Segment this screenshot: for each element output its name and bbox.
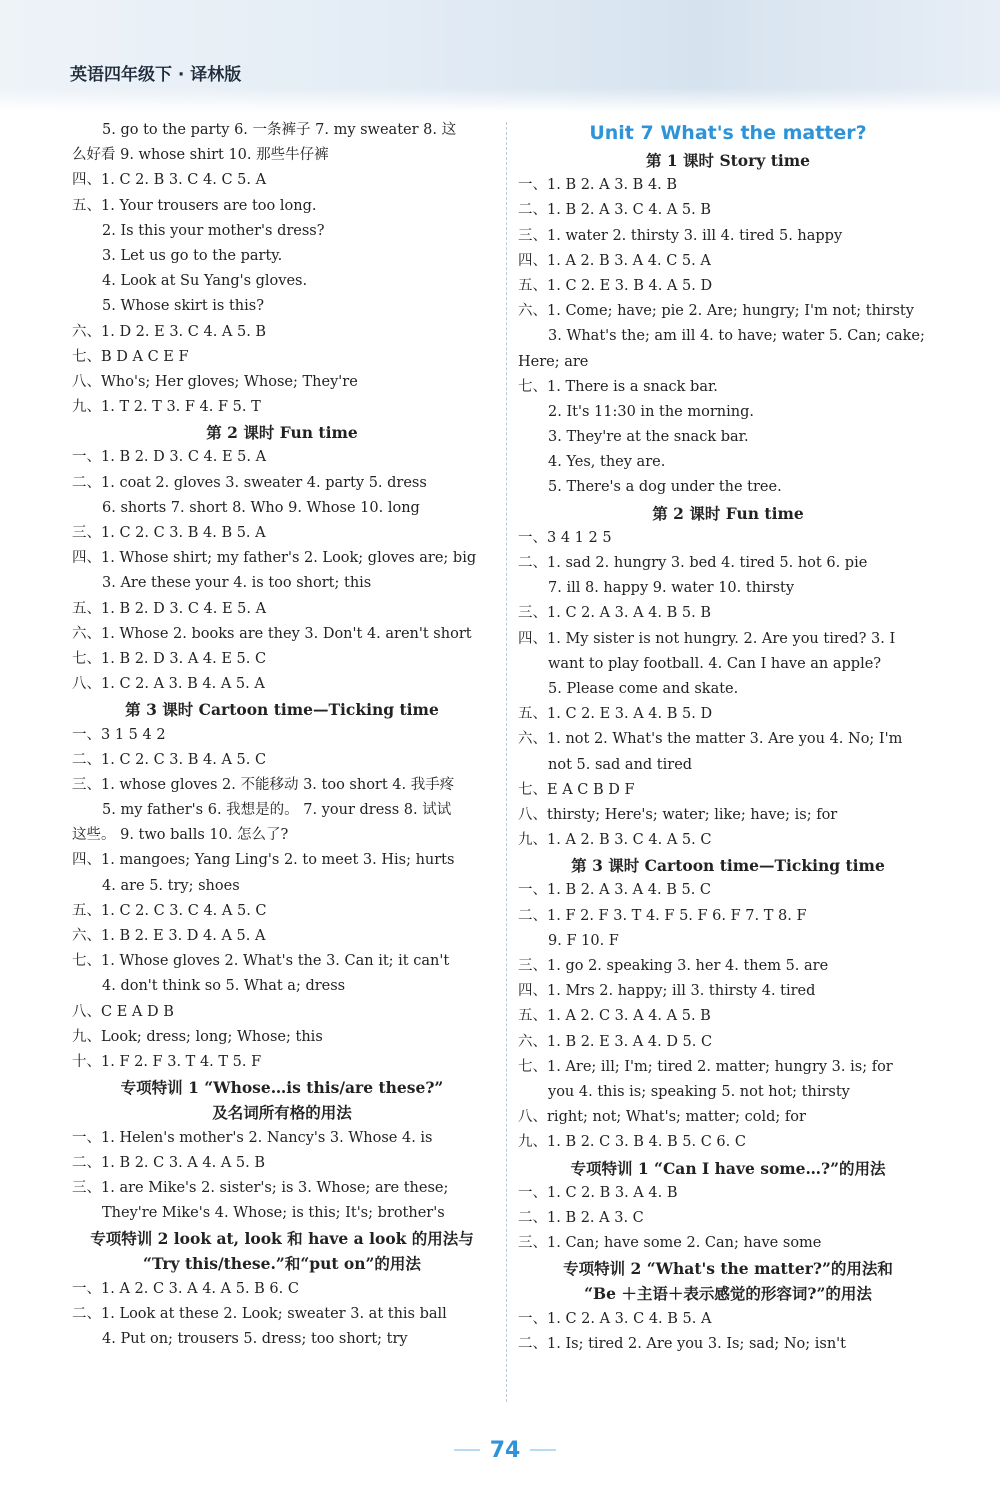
answer-line: 一、1. B 2. D 3. C 4. E 5. A: [72, 449, 267, 466]
answer-line: 6. shorts 7. short 8. Who 9. Whose 10. long: [102, 499, 420, 516]
answer-line: 五、1. C 2. C 3. C 4. A 5. C: [72, 902, 267, 919]
section-heading: 第 3 课时 Cartoon time—Ticking time: [571, 856, 885, 876]
answer-line: 三、1. go 2. speaking 3. her 4. them 5. are: [518, 958, 829, 974]
footer-dash-left: [454, 1449, 480, 1451]
answer-line: 五、1. A 2. C 3. A 4. A 5. B: [518, 1008, 711, 1025]
answer-line: 六、1. B 2. E 3. A 4. D 5. C: [518, 1033, 713, 1050]
answer-line: 一、1. C 2. A 3. C 4. B 5. A: [518, 1310, 712, 1327]
answer-line: 六、1. not 2. What's the matter 3. Are you 4. No; I'm: [518, 731, 903, 748]
answer-line: 八、Who's; Her gloves; Whose; They're: [72, 373, 358, 390]
answer-line: 四、1. A 2. B 3. A 4. C 5. A: [518, 252, 711, 269]
section-heading: “Be ＋主语＋表示感觉的形容词?”的用法: [584, 1284, 872, 1304]
answer-line: 5. go to the party 6. 一条裤子 7. my sweater 8. 这: [102, 122, 457, 138]
section-heading: 专项特训 2 “What's the matter?”的用法和: [563, 1259, 893, 1279]
right-column: [518, 118, 938, 1357]
book-title: 英语四年级下 · 译林版: [70, 65, 242, 85]
answer-line: 二、1. B 2. A 3. C: [518, 1209, 644, 1226]
column-divider: [506, 122, 507, 1402]
answer-line: 六、1. Whose 2. books are they 3. Don't 4. aren't short: [72, 625, 472, 642]
answer-line: you 4. this is; speaking 5. not hot; thirsty: [548, 1083, 850, 1100]
answer-line: 一、1. A 2. C 3. A 4. A 5. B 6. C: [72, 1280, 299, 1297]
answer-line: 5. There's a dog under the tree.: [548, 479, 782, 496]
answer-line: 二、1. F 2. F 3. T 4. F 5. F 6. F 7. T 8. F: [518, 907, 807, 924]
answer-line: 六、1. Come; have; pie 2. Are; hungry; I'm not; thirsty: [518, 303, 914, 320]
answer-line: 一、1. B 2. A 3. A 4. B 5. C: [518, 882, 712, 899]
section-heading: 专项特训 1 “Whose…is this/are these?”: [120, 1078, 444, 1098]
page-number: 74: [489, 1437, 521, 1463]
page-footer: [440, 1430, 570, 1470]
answer-line: 四、1. My sister is not hungry. 2. Are you tired? 3. I: [518, 630, 896, 647]
answer-line: 3. They're at the snack bar.: [548, 429, 749, 446]
answer-line: 七、B D A C E F: [72, 348, 189, 365]
answer-line: not 5. sad and tired: [548, 756, 693, 773]
answer-line: 七、1. Whose gloves 2. What's the 3. Can it; it can't: [72, 953, 450, 970]
answer-line: 3. What's the; am ill 4. to have; water 5. Can; cake;: [548, 328, 925, 345]
answer-line: 三、1. C 2. C 3. B 4. B 5. A: [72, 525, 266, 541]
answer-line: 九、1. A 2. B 3. C 4. A 5. C: [518, 832, 712, 849]
answer-line: 2. It's 11:30 in the morning.: [548, 403, 754, 420]
unit-title: Unit 7 What's the matter?: [589, 122, 867, 144]
answer-line: 二、1. B 2. C 3. A 4. A 5. B: [72, 1154, 266, 1171]
answer-line: 五、1. C 2. E 3. B 4. A 5. D: [518, 277, 713, 294]
answer-line: 7. ill 8. happy 9. water 10. thirsty: [548, 580, 795, 597]
answer-line: 四、1. Mrs 2. happy; ill 3. thirsty 4. tired: [518, 983, 816, 1000]
answer-line: 九、Look; dress; long; Whose; this: [72, 1028, 323, 1045]
answer-line: 一、3 4 1 2 5: [518, 529, 612, 546]
answer-line: 5. my father's 6. 我想是的。 7. your dress 8. 试试: [102, 802, 452, 819]
answer-line: 五、1. B 2. D 3. C 4. E 5. A: [72, 600, 267, 617]
section-heading: 第 2 课时 Fun time: [206, 423, 358, 443]
answer-line: 4. are 5. try; shoes: [102, 877, 240, 894]
section-heading: 专项特训 1 “Can I have some…?”的用法: [570, 1158, 886, 1178]
answer-line: 二、1. B 2. A 3. C 4. A 5. B: [518, 202, 712, 219]
answer-line: 七、1. Are; ill; I'm; tired 2. matter; hungry 3. is; for: [518, 1058, 893, 1075]
answer-line: Here; are: [518, 353, 589, 370]
answer-line: 5. Please come and skate.: [548, 680, 739, 697]
answer-line: 三、1. water 2. thirsty 3. ill 4. tired 5. happy: [518, 227, 843, 244]
section-heading: “Try this/these.”和“put on”的用法: [143, 1254, 421, 1274]
answer-line: 七、1. B 2. D 3. A 4. E 5. C: [72, 650, 267, 667]
answer-line: 八、1. C 2. A 3. B 4. A 5. A: [72, 676, 265, 693]
answer-line: 四、1. Whose shirt; my father's 2. Look; gloves are; big: [72, 550, 477, 567]
answer-line: 十、1. F 2. F 3. T 4. T 5. F: [72, 1053, 262, 1070]
answer-line: 4. don't think so 5. What a; dress: [102, 978, 346, 995]
answer-line: 4. Yes, they are.: [548, 454, 666, 471]
answer-line: 5. Whose skirt is this?: [102, 298, 264, 315]
header-band: [0, 0, 1000, 112]
answer-line: 七、1. There is a snack bar.: [518, 378, 718, 395]
answer-line: 二、1. coat 2. gloves 3. sweater 4. party 5. dress: [72, 474, 427, 491]
answer-line: 一、1. Helen's mother's 2. Nancy's 3. Whose 4. is: [72, 1129, 433, 1146]
answer-line: 三、1. whose gloves 2. 不能移动 3. too short 4. 我手疼: [72, 776, 455, 793]
answer-line: They're Mike's 4. Whose; is this; It's; brother's: [102, 1205, 445, 1222]
answer-line: 五、1. Your trousers are too long.: [72, 197, 317, 214]
answer-line: 二、1. Is; tired 2. Are you 3. Is; sad; No; isn't: [518, 1335, 846, 1352]
answer-line: 么好看 9. whose shirt 10. 那些牛仔裤: [72, 147, 329, 164]
answer-line: 一、1. B 2. A 3. B 4. B: [518, 177, 678, 194]
answer-line: 四、1. C 2. B 3. C 4. C 5. A: [72, 172, 267, 189]
answer-line: 9. F 10. F: [548, 932, 619, 949]
section-heading: 及名词所有格的用法: [212, 1103, 352, 1123]
answer-line: 七、E A C B D F: [518, 781, 635, 798]
footer-dash-right: [530, 1449, 556, 1451]
answer-line: 八、thirsty; Here's; water; like; have; is; for: [518, 806, 838, 823]
answer-line: 四、1. mangoes; Yang Ling's 2. to meet 3. His; hurts: [72, 852, 455, 869]
answer-line: 二、1. C 2. C 3. B 4. A 5. C: [72, 751, 267, 768]
answer-line: 三、1. Can; have some 2. Can; have some: [518, 1235, 822, 1252]
left-column: [72, 118, 492, 1352]
answer-line: 九、1. T 2. T 3. F 4. F 5. T: [72, 399, 261, 416]
section-heading: 专项特训 2 look at, look 和 have a look 的用法与: [90, 1229, 474, 1249]
answer-line: 这些。 9. two balls 10. 怎么了?: [72, 827, 289, 844]
answer-line: 2. Is this your mother's dress?: [102, 222, 325, 239]
answer-line: 3. Let us go to the party.: [102, 247, 283, 264]
answer-line: want to play football. 4. Can I have an apple?: [548, 655, 882, 672]
answer-line: 3. Are these your 4. is too short; this: [102, 575, 372, 592]
answer-line: 三、1. C 2. A 3. A 4. B 5. B: [518, 605, 712, 622]
answer-line: 五、1. C 2. E 3. A 4. B 5. D: [518, 706, 713, 723]
answer-line: 4. Put on; trousers 5. dress; too short; try: [102, 1331, 408, 1347]
answer-line: 二、1. sad 2. hungry 3. bed 4. tired 5. hot 6. pie: [518, 555, 868, 571]
answer-line: 4. Look at Su Yang's gloves.: [102, 273, 308, 290]
answer-line: 八、right; not; What's; matter; cold; for: [518, 1109, 806, 1126]
answer-line: 六、1. B 2. E 3. D 4. A 5. A: [72, 928, 266, 944]
answer-line: 八、C E A D B: [72, 1003, 174, 1020]
answer-line: 六、1. D 2. E 3. C 4. A 5. B: [72, 323, 267, 340]
section-heading: 第 3 课时 Cartoon time—Ticking time: [125, 700, 439, 720]
section-heading: 第 2 课时 Fun time: [652, 503, 804, 523]
answer-line: 二、1. Look at these 2. Look; sweater 3. at this ball: [72, 1305, 447, 1322]
section-heading: 第 1 课时 Story time: [645, 151, 811, 170]
answer-line: 一、1. C 2. B 3. A 4. B: [518, 1184, 678, 1201]
answer-line: 三、1. are Mike's 2. sister's; is 3. Whose; are these;: [72, 1179, 449, 1196]
answer-line: 九、1. B 2. C 3. B 4. B 5. C 6. C: [518, 1134, 746, 1151]
answer-line: 一、3 1 5 4 2: [72, 726, 166, 743]
